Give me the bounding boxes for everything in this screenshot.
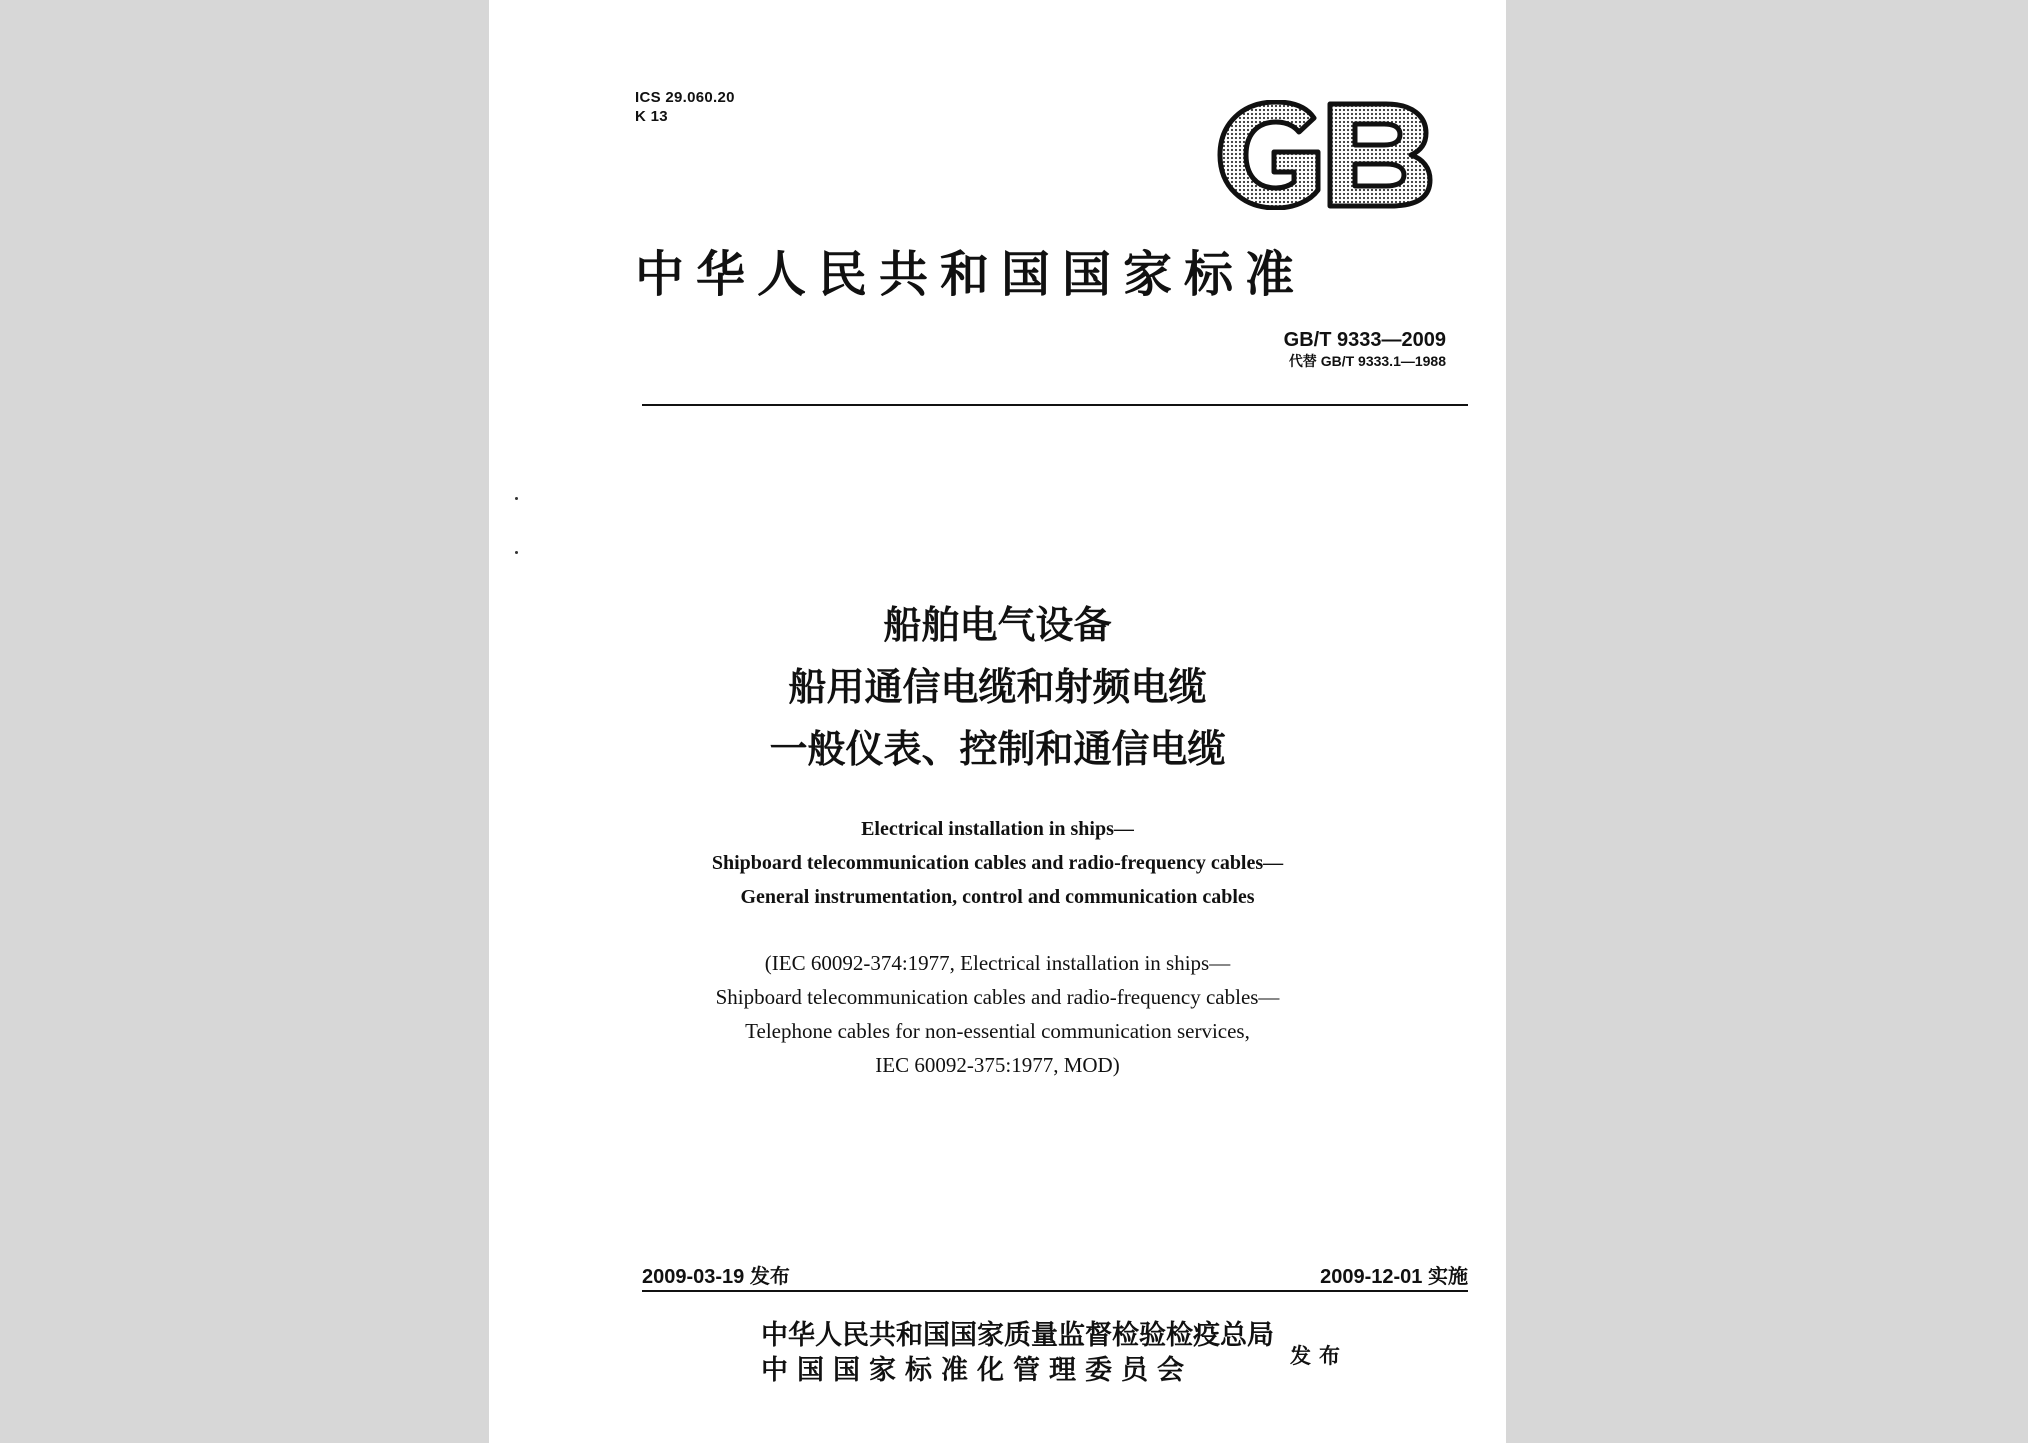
gb-logo <box>1214 100 1434 210</box>
ccs-code: K 13 <box>635 108 668 125</box>
effective-date: 2009-12-01 实施 <box>1320 1266 1468 1288</box>
issuer-aqsiq: 中华人民共和国国家质量监督检验检疫总局 <box>761 1320 1274 1351</box>
publish-label: 发布 <box>1290 1344 1348 1368</box>
publish-date: 2009-03-19 发布 <box>642 1266 790 1288</box>
date-row <box>642 1260 1468 1289</box>
english-title-line-1: Electrical installation in ships— <box>861 818 1134 840</box>
document-page <box>489 0 1506 1443</box>
header-divider <box>642 404 1468 406</box>
english-title <box>489 812 1506 914</box>
chinese-title-line-1: 船舶电气设备 <box>883 603 1112 647</box>
national-standard-title: 中华人民共和国国家标准 <box>635 245 1307 303</box>
english-title-line-2: Shipboard telecommunication cables and radio-frequency cables— <box>711 852 1284 874</box>
iec-reference-line-4: IEC 60092-375:1977, MOD) <box>875 1053 1120 1077</box>
iec-reference-line-1: (IEC 60092-374:1977, Electrical installation in ships— <box>764 951 1231 975</box>
iec-reference-line-2: Shipboard telecommunication cables and radio-frequency cables— <box>715 985 1280 1009</box>
standard-code-block <box>1284 328 1446 370</box>
classification-codes <box>635 88 735 126</box>
ics-code: ICS 29.060.20 <box>635 89 735 106</box>
chinese-title <box>489 594 1506 780</box>
scan-speck <box>515 551 518 554</box>
scan-speck <box>515 497 518 500</box>
chinese-title-line-3: 一般仪表、控制和通信电缆 <box>769 727 1226 771</box>
issuing-authorities <box>761 1318 1274 1388</box>
iec-reference <box>489 946 1506 1082</box>
replaced-standard: 代替 GB/T 9333.1—1988 <box>1288 353 1446 369</box>
english-title-line-3: General instrumentation, control and communication cables <box>740 886 1255 908</box>
issuer-sac: 中国国家标准化管理委员会 <box>761 1355 1193 1386</box>
chinese-title-line-2: 船用通信电缆和射频电缆 <box>788 665 1207 709</box>
footer-divider <box>642 1290 1468 1292</box>
iec-reference-line-3: Telephone cables for non-essential communication services, <box>745 1019 1250 1043</box>
standard-number: GB/T 9333—2009 <box>1283 329 1446 351</box>
